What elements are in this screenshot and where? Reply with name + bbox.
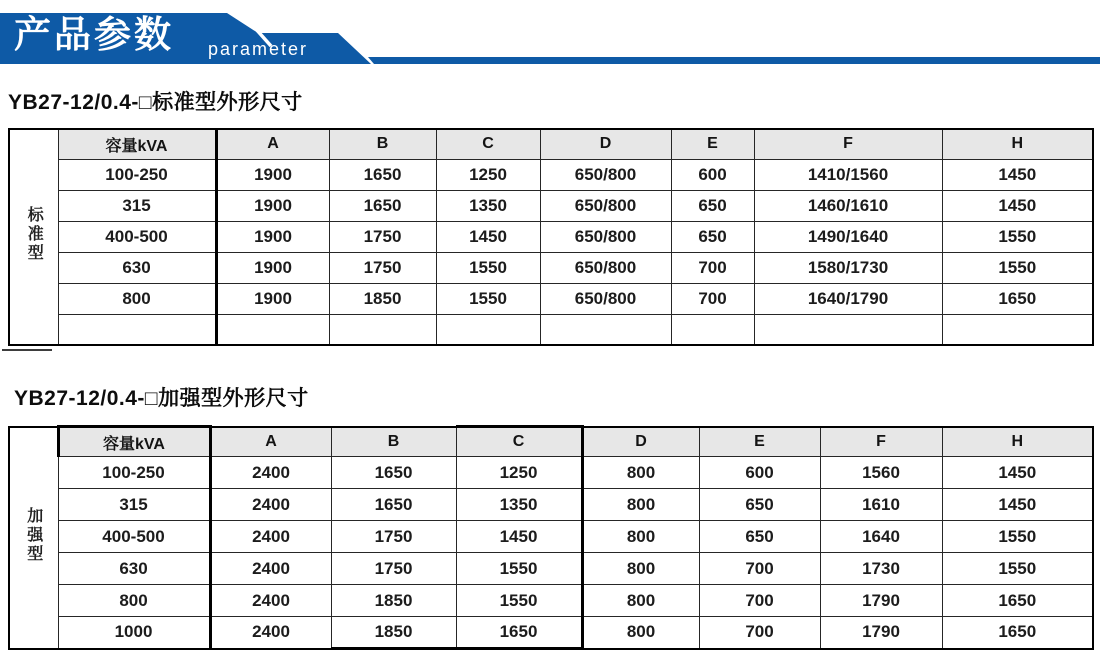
side-type-label xyxy=(9,129,58,345)
cell xyxy=(436,314,540,345)
cell: 650 xyxy=(671,190,754,221)
standard-dimensions-table xyxy=(8,128,1094,346)
cell: 1550 xyxy=(942,221,1093,252)
cell: 1650 xyxy=(456,617,582,649)
cell: 1730 xyxy=(820,553,942,585)
cell: 1560 xyxy=(820,457,942,489)
column-header: A xyxy=(216,129,329,159)
cell: 1450 xyxy=(456,521,582,553)
cell: 1900 xyxy=(216,221,329,252)
cell: 1450 xyxy=(436,221,540,252)
section-title-standard: YB27-12/0.4-□标准型外形尺寸 xyxy=(8,91,303,114)
column-header: C xyxy=(436,129,540,159)
cell: 700 xyxy=(699,617,820,649)
column-header: H xyxy=(942,129,1093,159)
cell: 1450 xyxy=(942,457,1093,489)
column-header: H xyxy=(942,427,1093,457)
cell: 800 xyxy=(582,553,699,585)
cell xyxy=(942,314,1093,345)
cell: 650 xyxy=(671,221,754,252)
cell: 1750 xyxy=(331,553,456,585)
cell: 1850 xyxy=(331,617,456,649)
cell: 700 xyxy=(699,585,820,617)
cell: 650 xyxy=(699,521,820,553)
cell: 700 xyxy=(671,252,754,283)
column-header: B xyxy=(329,129,436,159)
banner-strip-shape xyxy=(368,57,1100,64)
banner-subtitle: parameter xyxy=(208,39,309,59)
cell: 1650 xyxy=(329,159,436,190)
table-row xyxy=(9,457,1093,489)
table-row xyxy=(9,283,1093,314)
cell: 1650 xyxy=(331,457,456,489)
table-row xyxy=(9,617,1093,649)
cell: 1460/1610 xyxy=(754,190,942,221)
cell: 800 xyxy=(582,617,699,649)
cell: 650 xyxy=(699,489,820,521)
cell: 1790 xyxy=(820,585,942,617)
column-header: A xyxy=(210,427,331,457)
table-row xyxy=(9,489,1093,521)
cell: 1450 xyxy=(942,159,1093,190)
cell: 2400 xyxy=(210,489,331,521)
cell: 1250 xyxy=(456,457,582,489)
cell: 700 xyxy=(671,283,754,314)
side-type-label-text: 标准型 xyxy=(25,206,43,263)
cell: 1650 xyxy=(329,190,436,221)
cell: 800 xyxy=(58,585,210,617)
table-row xyxy=(9,159,1093,190)
cell: 1450 xyxy=(942,190,1093,221)
cell: 1610 xyxy=(820,489,942,521)
cell: 1850 xyxy=(329,283,436,314)
cell: 1640/1790 xyxy=(754,283,942,314)
cell: 315 xyxy=(58,489,210,521)
header-row xyxy=(9,427,1093,457)
cell: 1550 xyxy=(942,252,1093,283)
column-header: E xyxy=(699,427,820,457)
column-header: C xyxy=(456,427,582,457)
cell: 1790 xyxy=(820,617,942,649)
cell xyxy=(216,314,329,345)
cell: 1490/1640 xyxy=(754,221,942,252)
scan-artifact-line xyxy=(2,349,52,351)
cell: 1850 xyxy=(331,585,456,617)
cell: 800 xyxy=(582,489,699,521)
cell: 1410/1560 xyxy=(754,159,942,190)
cell: 2400 xyxy=(210,521,331,553)
banner-title: 产品参数 xyxy=(14,14,174,55)
table-row xyxy=(9,553,1093,585)
cell: 2400 xyxy=(210,617,331,649)
section-title-reinforced: YB27-12/0.4-□加强型外形尺寸 xyxy=(14,387,309,410)
cell: 1580/1730 xyxy=(754,252,942,283)
cell: 800 xyxy=(58,283,216,314)
cell: 600 xyxy=(671,159,754,190)
column-header: E xyxy=(671,129,754,159)
side-type-label xyxy=(9,427,58,649)
table-row xyxy=(9,252,1093,283)
cell xyxy=(540,314,671,345)
cell: 650/800 xyxy=(540,252,671,283)
column-header: F xyxy=(820,427,942,457)
table-row xyxy=(9,221,1093,252)
cell: 1650 xyxy=(942,617,1093,649)
cell: 1900 xyxy=(216,159,329,190)
cell: 650/800 xyxy=(540,190,671,221)
cell: 1900 xyxy=(216,252,329,283)
column-header: F xyxy=(754,129,942,159)
cell: 1550 xyxy=(456,585,582,617)
cell: 1650 xyxy=(942,585,1093,617)
table-row xyxy=(9,314,1093,345)
cell: 400-500 xyxy=(58,221,216,252)
cell: 1900 xyxy=(216,283,329,314)
reinforced-dimensions-table xyxy=(8,425,1094,650)
cell: 630 xyxy=(58,252,216,283)
cell xyxy=(58,314,216,345)
cell: 800 xyxy=(582,585,699,617)
cell: 400-500 xyxy=(58,521,210,553)
cell: 100-250 xyxy=(58,159,216,190)
column-header: D xyxy=(540,129,671,159)
cell: 1450 xyxy=(942,489,1093,521)
cell: 1900 xyxy=(216,190,329,221)
cell: 650/800 xyxy=(540,221,671,252)
cell: 2400 xyxy=(210,457,331,489)
cell: 315 xyxy=(58,190,216,221)
cell: 1750 xyxy=(329,221,436,252)
cell: 1550 xyxy=(456,553,582,585)
table-row xyxy=(9,190,1093,221)
cell: 1550 xyxy=(436,252,540,283)
table-row xyxy=(9,521,1093,553)
cell xyxy=(671,314,754,345)
cell: 2400 xyxy=(210,553,331,585)
column-header: 容量kVA xyxy=(58,129,216,159)
cell xyxy=(754,314,942,345)
cell: 1550 xyxy=(942,521,1093,553)
table-row xyxy=(9,585,1093,617)
cell: 600 xyxy=(699,457,820,489)
cell xyxy=(329,314,436,345)
cell: 1350 xyxy=(456,489,582,521)
cell: 1550 xyxy=(942,553,1093,585)
cell: 700 xyxy=(699,553,820,585)
cell: 800 xyxy=(582,457,699,489)
cell: 1350 xyxy=(436,190,540,221)
column-header: 容量kVA xyxy=(58,427,210,457)
cell: 100-250 xyxy=(58,457,210,489)
side-type-label-text: 加强型 xyxy=(24,506,42,564)
header-row xyxy=(9,129,1093,159)
cell: 1650 xyxy=(942,283,1093,314)
cell: 1250 xyxy=(436,159,540,190)
cell: 1750 xyxy=(331,521,456,553)
cell: 2400 xyxy=(210,585,331,617)
cell: 630 xyxy=(58,553,210,585)
column-header: D xyxy=(582,427,699,457)
cell: 1750 xyxy=(329,252,436,283)
cell: 1640 xyxy=(820,521,942,553)
cell: 1000 xyxy=(58,617,210,649)
cell: 800 xyxy=(582,521,699,553)
column-header: B xyxy=(331,427,456,457)
cell: 1650 xyxy=(331,489,456,521)
cell: 1550 xyxy=(436,283,540,314)
cell: 650/800 xyxy=(540,159,671,190)
cell: 650/800 xyxy=(540,283,671,314)
